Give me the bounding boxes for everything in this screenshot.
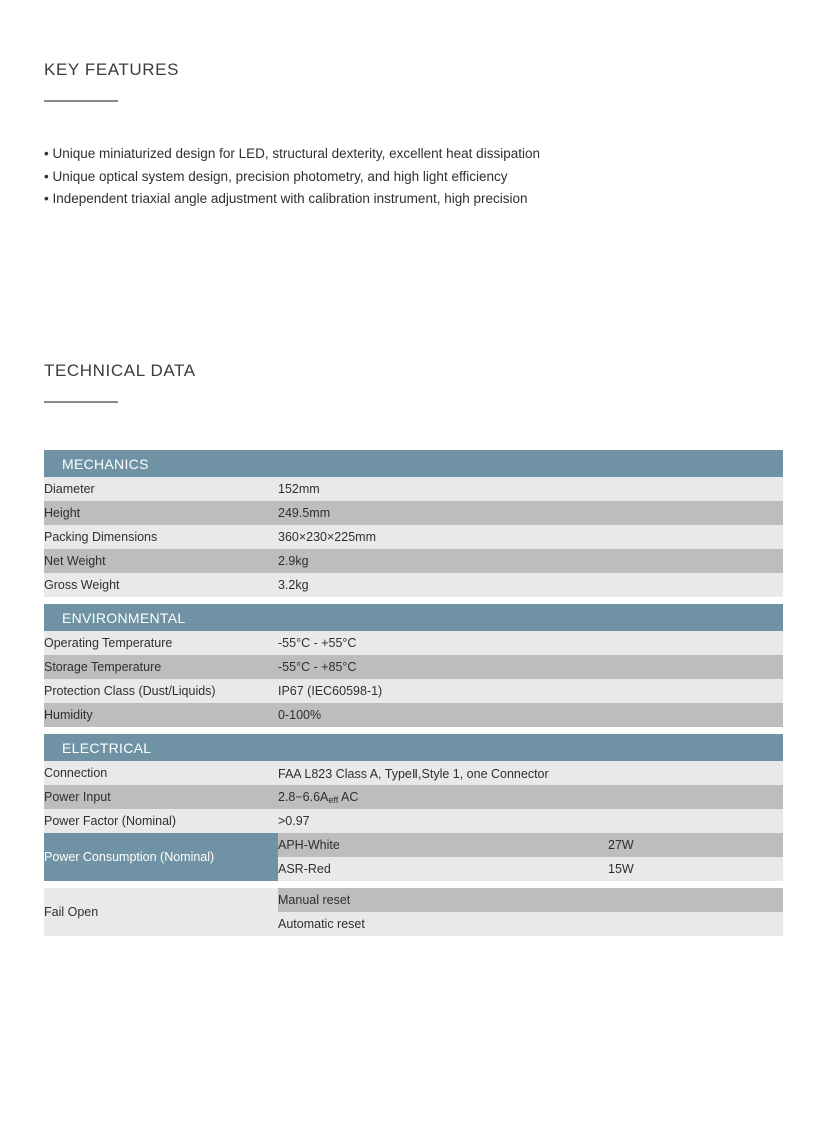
table-spacer	[44, 727, 783, 734]
row-label: Gross Weight	[44, 573, 278, 597]
row-value: 2.9kg	[278, 549, 783, 573]
group-header-label: MECHANICS	[44, 450, 783, 477]
row-value: IP67 (IEC60598-1)	[278, 679, 783, 703]
row-label: Power Input	[44, 785, 278, 809]
power-input-tail: AC	[338, 790, 359, 804]
row-value: -55°C - +55°C	[278, 631, 783, 655]
table-spacer	[44, 597, 783, 604]
row-label: Humidity	[44, 703, 278, 727]
row-value: 249.5mm	[278, 501, 783, 525]
specifications-table	[44, 450, 783, 936]
row-value: 3.2kg	[278, 573, 783, 597]
row-label: Storage Temperature	[44, 655, 278, 679]
key-features-list	[44, 143, 540, 211]
key-features-section	[44, 60, 179, 102]
key-features-rule	[44, 100, 118, 102]
row-subvalue-name: Automatic reset	[278, 912, 783, 936]
row-value: >0.97	[278, 809, 783, 833]
table-row	[44, 477, 783, 501]
table-row	[44, 631, 783, 655]
power-input-subscript: eff	[328, 795, 339, 805]
table-group-header	[44, 604, 783, 631]
group-header-label: ELECTRICAL	[44, 734, 783, 761]
table-group-header	[44, 450, 783, 477]
row-label: Diameter	[44, 477, 278, 501]
key-features-title: KEY FEATURES	[44, 60, 180, 79]
table-row	[44, 501, 783, 525]
row-label: Power Factor (Nominal)	[44, 809, 278, 833]
list-item: • Independent triaxial angle adjustment with calibration instrument, high precision	[44, 191, 528, 206]
power-input-value: 2.8−6.6A	[278, 790, 329, 804]
table-row	[44, 785, 783, 809]
table-row	[44, 679, 783, 703]
row-label: Operating Temperature	[44, 631, 278, 655]
row-value	[278, 785, 783, 809]
table-row	[44, 703, 783, 727]
row-label: Connection	[44, 761, 278, 785]
list-item: • Unique optical system design, precision photometry, and high light efficiency	[44, 168, 508, 184]
row-subvalue-name: APH-White	[278, 833, 608, 857]
row-value: 360×230×225mm	[278, 525, 783, 549]
row-label: Height	[44, 501, 278, 525]
row-label: Fail Open	[44, 888, 278, 936]
technical-data-rule	[44, 401, 118, 403]
table-row	[44, 761, 783, 785]
group-header-label: ENVIRONMENTAL	[44, 604, 783, 631]
row-subvalue-number: 27W	[608, 833, 783, 857]
row-value: -55°C - +85°C	[278, 655, 783, 679]
table-row-power-consumption	[44, 833, 783, 857]
row-label: Packing Dimensions	[44, 525, 278, 549]
row-subvalue-number: 15W	[608, 857, 783, 881]
row-value: 152mm	[278, 477, 783, 501]
row-value: FAA L823 Class A, TypeⅡ,Style 1, one Connector	[278, 761, 783, 785]
table-row	[44, 573, 783, 597]
row-subvalue-name: ASR-Red	[278, 857, 608, 881]
technical-data-title: TECHNICAL DATA	[44, 361, 196, 380]
list-item: • Unique miniaturized design for LED, structural dexterity, excellent heat dissipation	[44, 146, 540, 161]
table-row	[44, 655, 783, 679]
table-row	[44, 809, 783, 833]
table-row	[44, 525, 783, 549]
row-label: Net Weight	[44, 549, 278, 573]
table-row	[44, 549, 783, 573]
table-row-fail-open	[44, 888, 783, 912]
row-label: Power Consumption (Nominal)	[44, 833, 278, 881]
row-label: Protection Class (Dust/Liquids)	[44, 679, 278, 703]
row-value: 0-100%	[278, 703, 783, 727]
table-group-header	[44, 734, 783, 761]
table-spacer	[44, 881, 783, 888]
technical-data-section	[44, 361, 196, 403]
row-subvalue-name: Manual reset	[278, 888, 783, 912]
